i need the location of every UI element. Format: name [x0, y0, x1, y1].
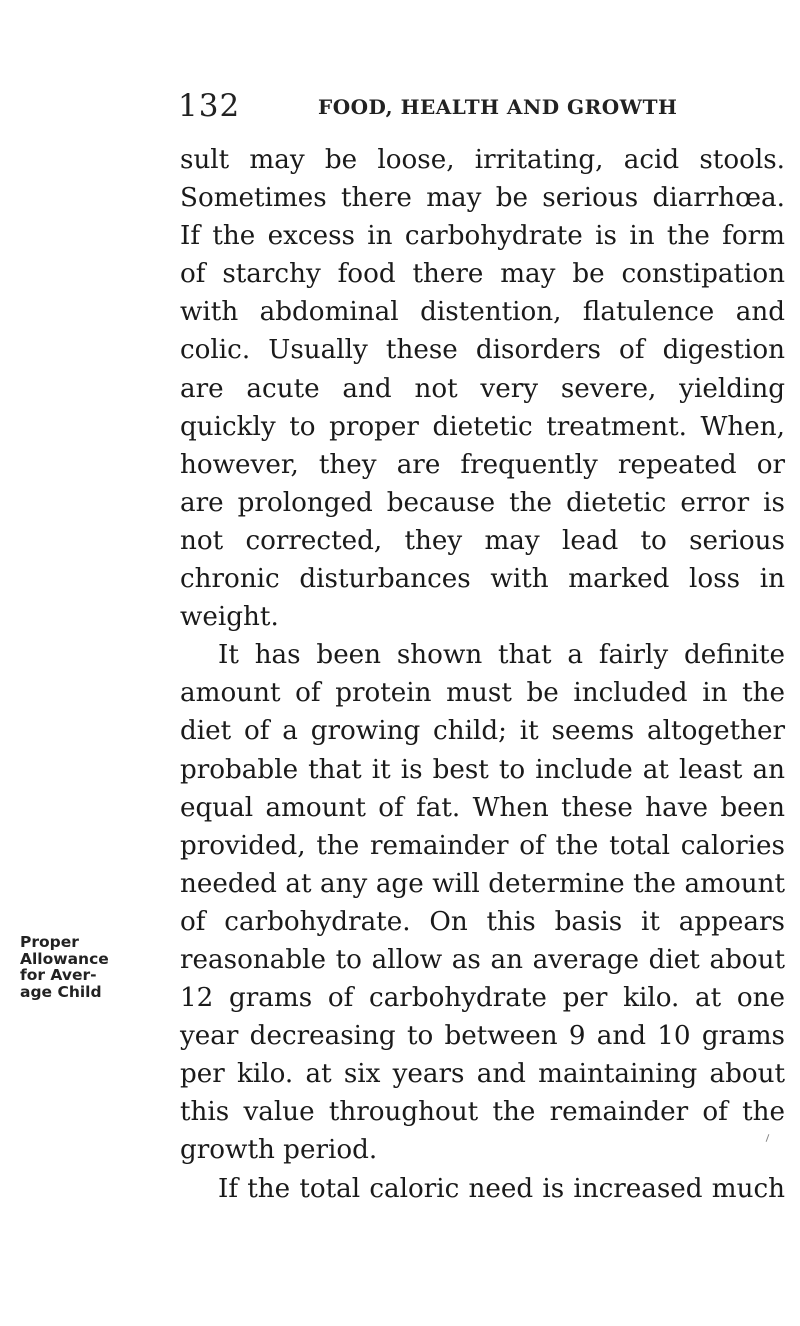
- text-line: of carbohydrate. On this basis it appears: [180, 906, 785, 937]
- sidenote-line: Proper: [20, 933, 79, 951]
- text-line: provided, the remainder of the total calories: [180, 830, 785, 861]
- text-line: amount of protein must be included in the: [180, 678, 785, 709]
- text-line: sult may be loose, irritating, acid stools.: [180, 145, 785, 175]
- text-line: reasonable to allow as an average diet about: [180, 944, 785, 975]
- running-head: FOOD, HEALTH AND GROWTH: [318, 95, 678, 119]
- text-line: weight.: [180, 602, 279, 633]
- text-line: are prolonged because the dietetic error is: [180, 487, 785, 518]
- text-line: quickly to proper dietetic treatment. When,: [180, 411, 785, 442]
- text-line: not corrected, they may lead to serious: [180, 525, 785, 556]
- text-line: 12 grams of carbohydrate per kilo. at one: [180, 983, 785, 1014]
- sidenote-line: age Child: [20, 982, 102, 1001]
- text-line: this value throughout the remainder of the: [180, 1097, 785, 1128]
- margin-sidenote: [20, 934, 140, 1000]
- sidenote-line: Allowance: [20, 949, 109, 968]
- text-line: Sometimes there may be serious diarrhœa.: [180, 183, 785, 214]
- text-line: are acute and not very severe, yielding: [180, 373, 785, 404]
- text-line: diet of a growing child; it seems altogether: [180, 716, 785, 747]
- body-text: [180, 141, 785, 1208]
- text-line: growth period.: [180, 1135, 378, 1166]
- text-line: with abdominal distention, flatulence and: [180, 297, 785, 328]
- text-line: If the excess in carbohydrate is in the form: [180, 221, 785, 252]
- text-line: It has been shown that a fairly definite: [218, 640, 785, 671]
- text-line: however, they are frequently repeated or: [180, 449, 785, 480]
- text-line: probable that it is best to include at least an: [180, 754, 785, 785]
- page-number: 132: [178, 88, 241, 124]
- text-line: If the total caloric need is increased much: [218, 1173, 785, 1204]
- sidenote-line: for Aver-: [20, 966, 97, 984]
- text-line: of starchy food there may be constipation: [180, 259, 785, 290]
- text-line: equal amount of fat. When these have been: [180, 792, 785, 823]
- text-line: needed at any age will determine the amount: [180, 868, 785, 899]
- text-line: year decreasing to between 9 and 10 grams: [180, 1021, 785, 1052]
- page-header: [178, 88, 738, 128]
- text-line: colic. Usually these disorders of digestion: [180, 335, 785, 366]
- text-line: chronic disturbances with marked loss in: [180, 564, 785, 595]
- text-line: per kilo. at six years and maintaining about: [180, 1059, 785, 1090]
